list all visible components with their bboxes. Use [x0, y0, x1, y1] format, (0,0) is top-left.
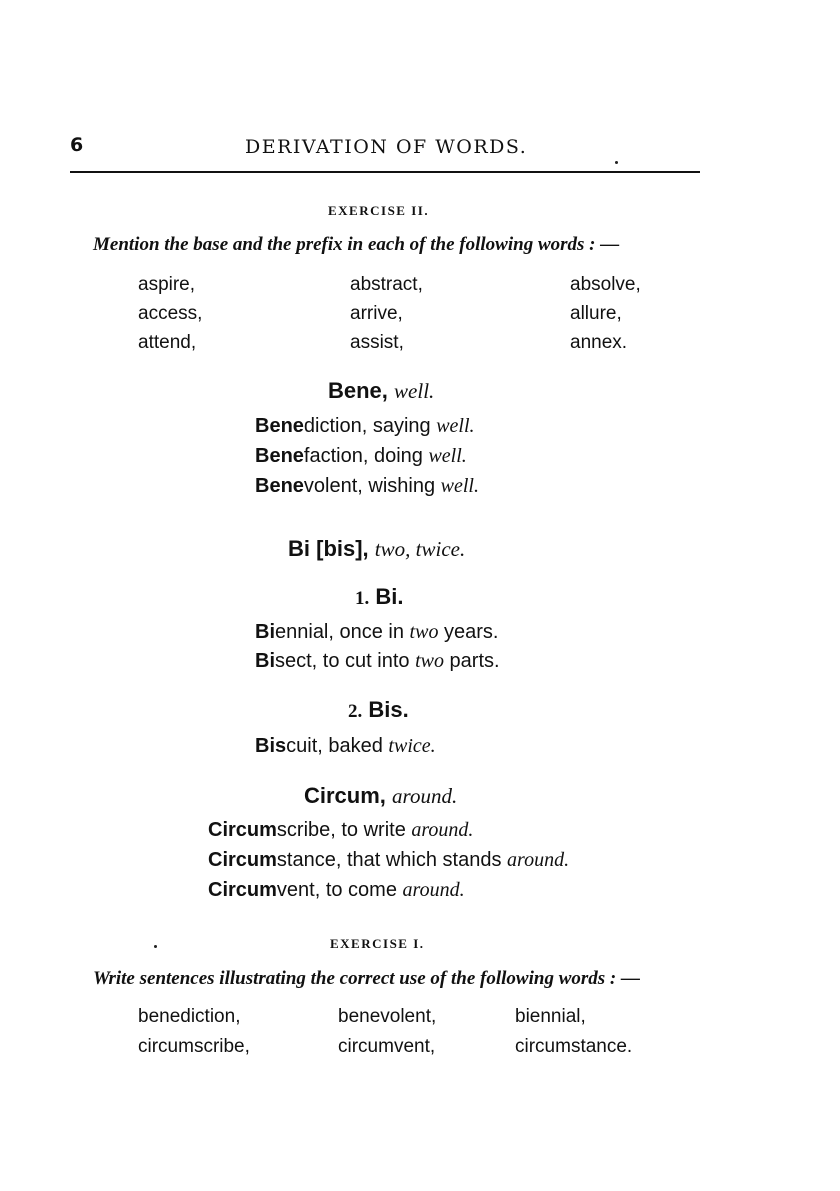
- speck: [154, 945, 157, 948]
- running-title: DERIVATION OF WORDS.: [245, 136, 528, 158]
- word: aspire,: [138, 274, 196, 295]
- word: annex.: [570, 332, 628, 353]
- word: arrive,: [350, 303, 403, 324]
- bene-entry: Benefaction, doing well.: [255, 445, 467, 467]
- header-rule: [70, 171, 700, 173]
- bene-meaning: well.: [394, 379, 435, 403]
- exercise-ii-instruction: Mention the base and the prefix in each of the following words : —: [93, 234, 620, 255]
- bi-entry: Biennial, once in two years.: [255, 621, 499, 643]
- exercise-i-instruction: Write sentences illustrating the correct use of the following words : —: [93, 968, 640, 989]
- word: access,: [138, 303, 203, 324]
- exercise-i-heading: EXERCISE I.: [330, 936, 425, 951]
- bene-entry: Benediction, saying well.: [255, 415, 475, 437]
- bis-entry: Biscuit, baked twice.: [255, 735, 436, 757]
- word: allure,: [570, 303, 622, 324]
- circum-entry: Circumscribe, to write around.: [208, 819, 474, 841]
- word: attend,: [138, 332, 197, 353]
- circum-entry: Circumvent, to come around.: [208, 879, 465, 901]
- word: biennial,: [515, 1006, 586, 1027]
- bene-entry: Benevolent, wishing well.: [255, 475, 479, 497]
- circum-meaning: around.: [392, 784, 458, 808]
- bene-heading: [328, 378, 434, 404]
- word: benevolent,: [338, 1006, 437, 1027]
- bi-meaning: two, twice.: [374, 537, 466, 561]
- bi-sub1-heading: 1. Bi.: [355, 584, 404, 609]
- bi-sub2-heading: 2. Bis.: [348, 697, 409, 722]
- word: abstract,: [350, 274, 423, 295]
- speck: [615, 161, 618, 164]
- word: circumscribe,: [138, 1036, 250, 1057]
- circum-heading: [304, 783, 457, 809]
- page-number: 6: [70, 134, 84, 156]
- circum-entry: Circumstance, that which stands around.: [208, 849, 570, 871]
- word: circumstance.: [515, 1036, 633, 1057]
- word: absolve,: [570, 274, 641, 295]
- word: assist,: [350, 332, 404, 353]
- word: benediction,: [138, 1006, 241, 1027]
- circum-prefix: Circum,: [304, 783, 386, 808]
- bi-entry: Bisect, to cut into two parts.: [255, 650, 500, 672]
- bene-prefix: Bene,: [328, 378, 388, 403]
- word: circumvent,: [338, 1036, 436, 1057]
- exercise-ii-heading: EXERCISE II.: [328, 203, 430, 218]
- bi-heading: [288, 536, 465, 562]
- bi-prefix: Bi [bis],: [288, 536, 369, 561]
